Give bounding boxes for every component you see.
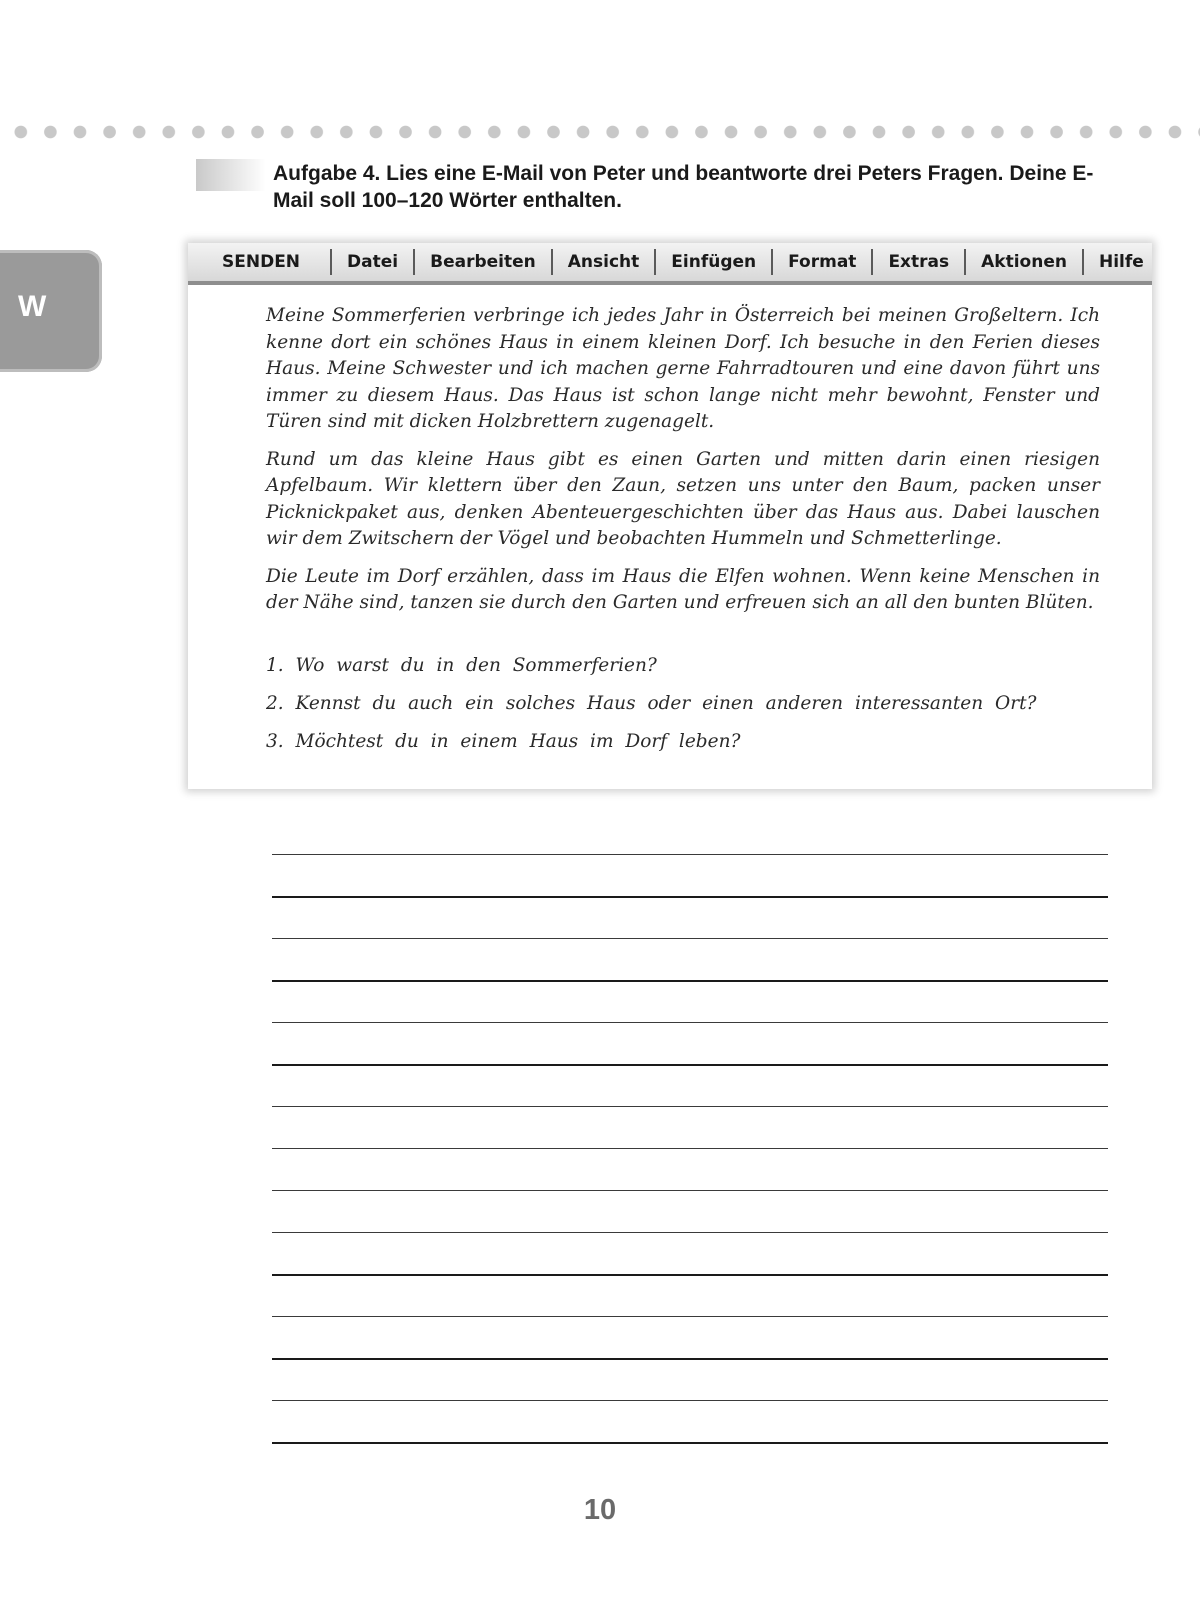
answer-line[interactable] <box>272 1190 1108 1191</box>
question-item: 3. Möchtest du in einem Haus im Dorf leben? <box>266 731 741 752</box>
answer-line[interactable] <box>272 1064 1108 1066</box>
email-body <box>266 303 1100 628</box>
answer-line[interactable] <box>272 1316 1108 1317</box>
dotted-divider <box>0 124 1200 140</box>
menu-aktionen[interactable]: Aktionen <box>964 249 1082 275</box>
task-marker <box>196 159 266 191</box>
answer-line[interactable] <box>272 1358 1108 1360</box>
menu-format[interactable]: Format <box>771 249 871 275</box>
answer-line[interactable] <box>272 938 1108 939</box>
answer-line[interactable] <box>272 896 1108 898</box>
email-window <box>188 243 1152 789</box>
question-item: 1. Wo warst du in den Sommerferien? <box>266 655 657 676</box>
menu-datei[interactable]: Datei <box>330 249 413 275</box>
email-toolbar <box>188 243 1152 285</box>
answer-line[interactable] <box>272 1106 1108 1107</box>
page-number: 10 <box>583 1494 617 1526</box>
answer-line[interactable] <box>272 1442 1108 1444</box>
menu-ansicht[interactable]: Ansicht <box>551 249 655 275</box>
menu-hilfe[interactable]: Hilfe <box>1082 249 1159 275</box>
section-tab-label: W <box>18 290 47 323</box>
menu-einfuegen[interactable]: Einfügen <box>654 249 771 275</box>
answer-line[interactable] <box>272 980 1108 982</box>
answer-line[interactable] <box>272 1232 1108 1233</box>
question-list <box>266 647 1100 761</box>
menu-bearbeiten[interactable]: Bearbeiten <box>413 249 551 275</box>
answer-line[interactable] <box>272 854 1108 855</box>
email-paragraph: Die Leute im Dorf erzählen, dass im Haus die Elfen wohnen. Wenn keine Menschen in der Nähe sind, tanzen sie durch den Garten und erfreuen sich an all den bunten Blüten. <box>266 565 1100 613</box>
question-item: 2. Kennst du auch ein solches Haus oder einen anderen interessanten Ort? <box>266 693 1037 714</box>
task-title: Aufgabe 4. Lies eine E-Mail von Peter und beantworte drei Peters Fragen. Deine E-Mail soll 100–120 Wörter enthalten. <box>273 162 1094 212</box>
email-paragraph: Meine Sommerferien verbringe ich jedes Jahr in Österreich bei meinen Großeltern. Ich kenne dort ein schönes Haus in einem kleinen Dorf. Ich besuche in den Ferien dieses Haus. Meine Schwester und ich machen gerne Fahrradtouren und eine davon führt uns immer zu diesem Haus. Das Haus ist schon lange nicht mehr bewohnt, Fenster und Türen sind mit dicken Holzbrettern zugenagelt. <box>266 305 1100 432</box>
send-button[interactable]: SENDEN <box>222 252 301 272</box>
menu-extras[interactable]: Extras <box>871 249 964 275</box>
email-paragraph: Rund um das kleine Haus gibt es einen Garten und mitten darin einen riesigen Apfelbaum. Wir klettern über den Zaun, setzen uns unter den Baum, packen unser Picknickpaket aus, denken Abenteuergeschichten über das Haus aus. Dabei lauschen wir dem Zwitschern der Vögel und beobachten Hummeln und Schmetterlinge. <box>266 448 1100 549</box>
section-tab <box>0 250 102 372</box>
answer-line[interactable] <box>272 1022 1108 1023</box>
answer-line[interactable] <box>272 1148 1108 1149</box>
answer-line[interactable] <box>272 1274 1108 1276</box>
answer-line[interactable] <box>272 1400 1108 1401</box>
